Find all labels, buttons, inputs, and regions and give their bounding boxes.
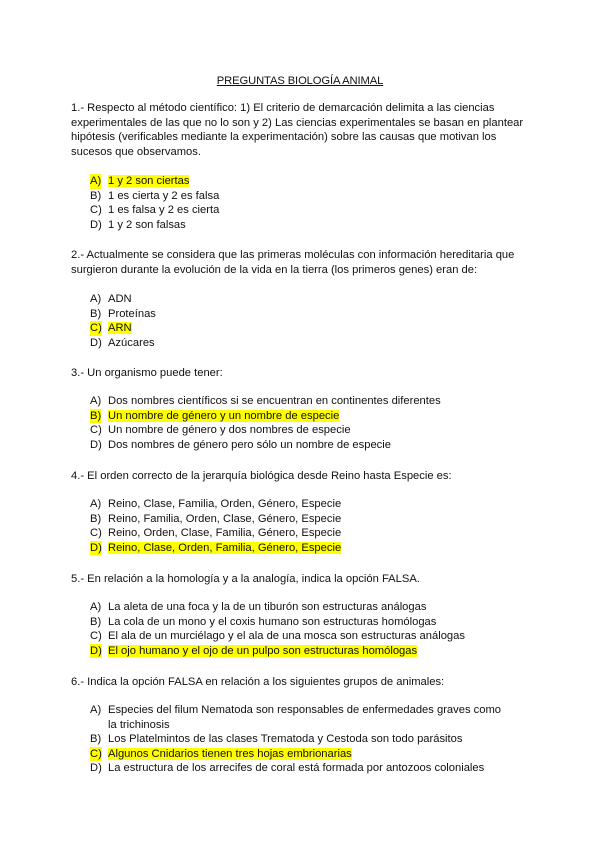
option-b [90,615,508,630]
option-d [90,336,508,351]
question-text: 2.- Actualmente se considera que las primeras moléculas con información hereditaria que surgieron durante la evolución de la vida en la tierra (los primeros genes) eran de: [71,249,515,276]
option-letter: B) [90,615,102,628]
option-text: 1 y 2 son falsas [108,218,186,231]
option-a [90,292,508,307]
question-4 [71,469,531,554]
question-5 [71,572,531,657]
option-text: ARN [108,322,132,335]
option-text: Los Platelmintos de las clases Trematoda y Cestoda son todo parásitos [108,733,463,746]
option-b [90,732,508,747]
option-letter: B) [90,409,102,422]
option-list [90,292,508,350]
option-text: Un nombre de género y un nombre de especie [108,409,340,422]
question-text: 4.- El orden correcto de la jerarquía biológica desde Reino hasta Especie es: [71,470,452,482]
question-6 [71,675,531,775]
option-letter: B) [90,307,102,320]
question-text: 1.- Respecto al método científico: 1) El criterio de demarcación delimita a las ciencias experimentales de las que no lo son y 2) Las ciencias experimentales se basan en plantear hipótesis (verificables mediante la experimentación) sobre las causas que motivan los sucesos que observamos. [71,102,524,158]
option-text: Reino, Familia, Orden, Clase, Género, Especie [108,512,342,525]
option-d [90,438,508,453]
option-a [90,703,508,732]
option-text: 1 es cierta y 2 es falsa [108,189,220,202]
option-c [90,203,508,218]
page-title: PREGUNTAS BIOLOGÍA ANIMAL [216,75,384,87]
option-letter: C) [90,204,102,217]
option-c [90,526,508,541]
question-2 [71,248,531,349]
option-letter: C) [90,527,102,540]
option-text: El ojo humano y el ojo de un pulpo son estructuras homólogas [108,644,418,657]
question-3 [71,366,531,451]
option-text: La aleta de una foca y la de un tiburón son estructuras análogas [108,601,427,613]
option-text: Proteínas [108,307,156,320]
question-1 [71,101,531,231]
option-d [90,761,508,776]
option-a [90,394,508,409]
option-text: Reino, Clase, Familia, Orden, Género, Especie [108,498,342,510]
option-list [90,600,508,658]
option-text: Dos nombres de género pero sólo un nombre de especie [108,438,391,451]
option-letter: C) [90,747,102,760]
option-text: 1 es falsa y 2 es cierta [108,204,220,217]
option-a [90,600,508,615]
option-letter: D) [90,438,102,451]
option-a [90,497,508,512]
option-letter: D) [90,336,102,349]
option-text: La estructura de los arrecifes de coral está formada por antozoos coloniales [108,762,485,775]
option-letter: A) [90,395,102,407]
option-letter: B) [90,189,102,202]
option-text: La cola de un mono y el coxis humano son estructuras homólogas [108,615,437,628]
option-list [90,174,508,232]
option-letter: A) [90,704,102,716]
option-letter: B) [90,512,102,525]
option-letter: D) [90,762,102,775]
option-list [90,497,508,555]
option-b [90,512,508,527]
option-d [90,644,508,659]
option-text: Especies del filum Nematoda son responsables de enfermedades graves como la trichinosis [108,704,502,731]
option-letter: D) [90,541,102,554]
option-d [90,218,508,233]
option-a [90,174,508,189]
option-d [90,541,508,556]
option-c [90,747,508,762]
option-letter: C) [90,630,102,643]
option-letter: A) [90,175,102,187]
option-letter: D) [90,644,102,657]
option-list [90,394,508,452]
option-letter: D) [90,218,102,231]
option-c [90,321,508,336]
option-text: Un nombre de género y dos nombres de especie [108,424,351,437]
option-text: El ala de un murciélago y el ala de una mosca son estructuras análogas [108,630,465,643]
option-letter: A) [90,293,102,305]
option-c [90,423,508,438]
option-text: Azúcares [108,336,155,349]
option-letter: B) [90,733,102,746]
option-c [90,629,508,644]
option-letter: C) [90,322,102,335]
option-text: 1 y 2 son ciertas [108,175,190,187]
option-text: Dos nombres científicos si se encuentran en continentes diferentes [108,395,441,407]
option-text: Reino, Clase, Orden, Familia, Género, Especie [108,541,342,554]
option-text: ADN [108,293,132,305]
option-b [90,307,508,322]
question-text: 3.- Un organismo puede tener: [71,367,223,379]
option-list [90,703,508,776]
option-letter: A) [90,601,102,613]
question-text: 5.- En relación a la homología y a la analogía, indica la opción FALSA. [71,573,420,585]
option-text: Algunos Cnidarios tienen tres hojas embrionarias [108,747,352,760]
option-text: Reino, Orden, Clase, Familia, Género, Especie [108,527,342,540]
option-letter: C) [90,424,102,437]
option-letter: A) [90,498,102,510]
question-text: 6.- Indica la opción FALSA en relación a los siguientes grupos de animales: [71,676,445,688]
option-b [90,409,508,424]
option-b [90,189,508,204]
